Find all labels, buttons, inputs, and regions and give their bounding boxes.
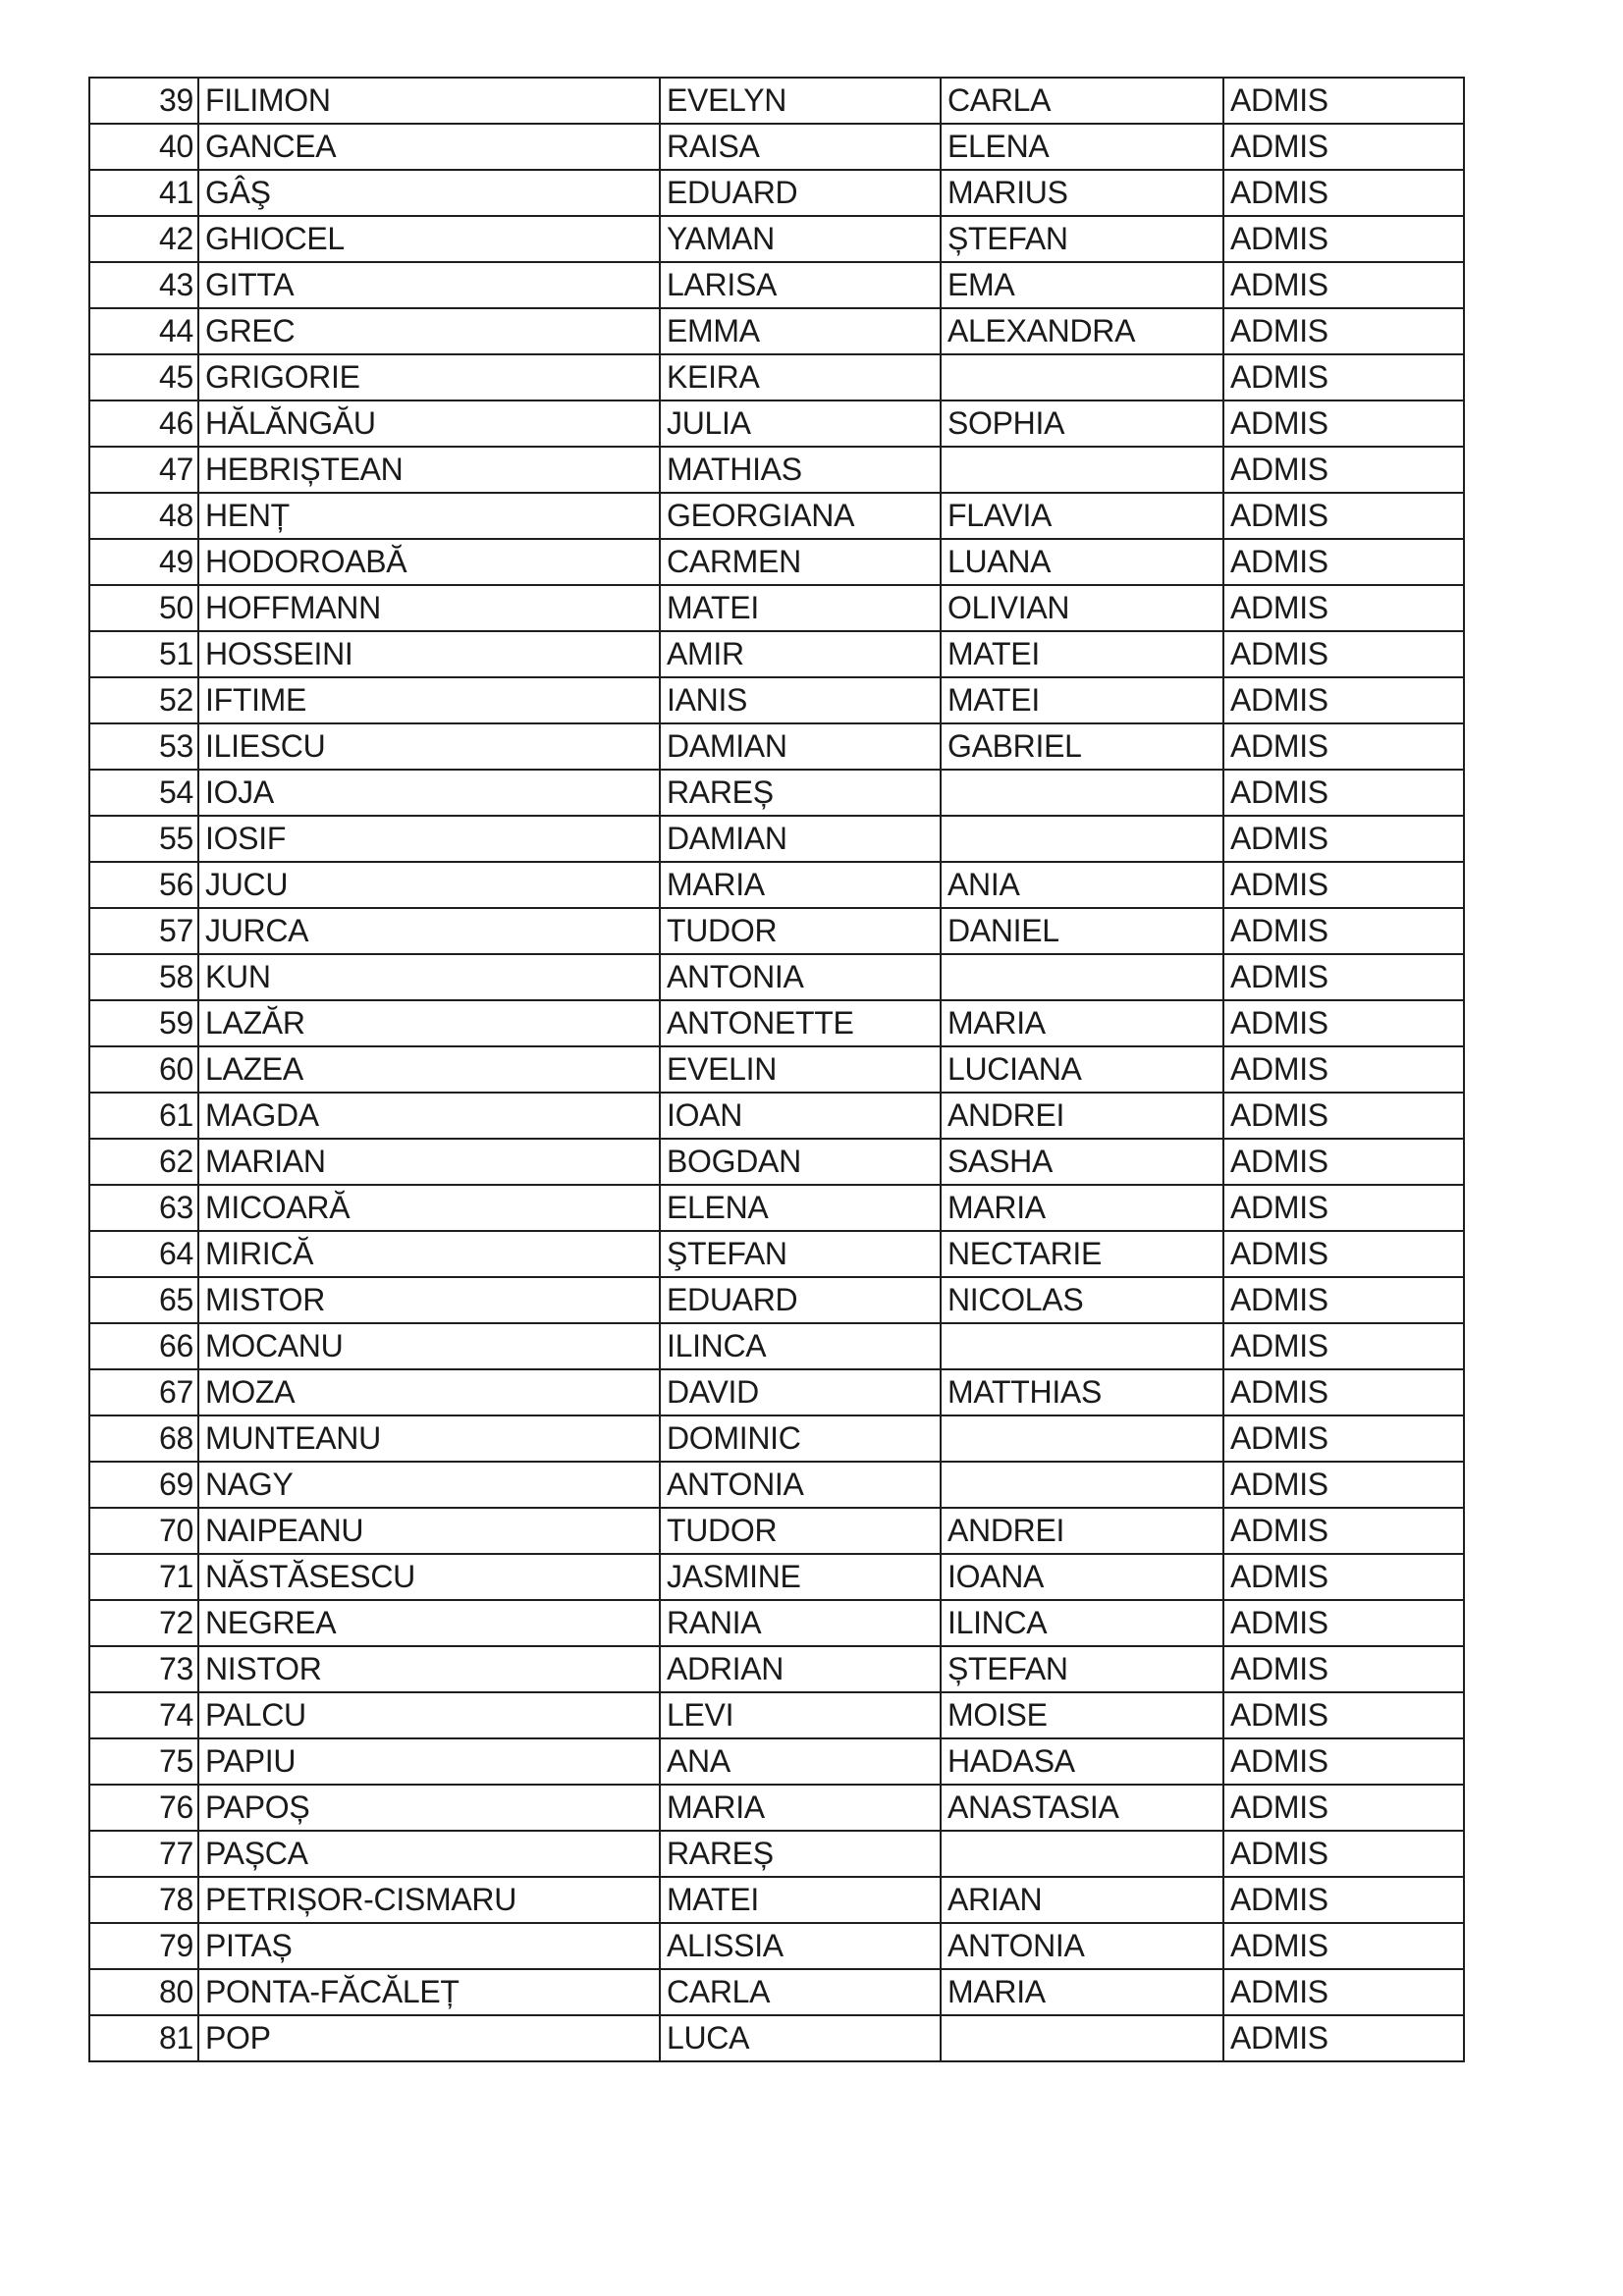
second-name-cell: ANIA [941, 862, 1223, 908]
row-number-cell: 76 [89, 1785, 198, 1831]
status-cell: ADMIS [1223, 677, 1464, 723]
row-number-cell: 78 [89, 1877, 198, 1923]
first-name-cell: ELENA [660, 1185, 941, 1231]
status-cell: ADMIS [1223, 170, 1464, 216]
row-number-cell: 52 [89, 677, 198, 723]
first-name-cell: MATEI [660, 1877, 941, 1923]
row-number-cell: 48 [89, 493, 198, 539]
table-row [89, 1738, 1464, 1785]
second-name-cell [941, 954, 1223, 1000]
first-name-cell: DAMIAN [660, 723, 941, 770]
row-number-cell: 81 [89, 2015, 198, 2061]
second-name-cell: ELENA [941, 124, 1223, 170]
table-row [89, 908, 1464, 954]
second-name-cell [941, 1831, 1223, 1877]
status-cell: ADMIS [1223, 954, 1464, 1000]
results-table-body [89, 78, 1464, 2061]
status-cell: ADMIS [1223, 1462, 1464, 1508]
last-name-cell: IOJA [198, 770, 660, 816]
table-row [89, 1877, 1464, 1923]
row-number-cell: 60 [89, 1046, 198, 1093]
second-name-cell: DANIEL [941, 908, 1223, 954]
second-name-cell: HADASA [941, 1738, 1223, 1785]
last-name-cell: PETRIȘOR-CISMARU [198, 1877, 660, 1923]
first-name-cell: EVELIN [660, 1046, 941, 1093]
first-name-cell: ANA [660, 1738, 941, 1785]
status-cell: ADMIS [1223, 723, 1464, 770]
second-name-cell: ȘTEFAN [941, 1646, 1223, 1692]
table-row [89, 170, 1464, 216]
table-row [89, 1231, 1464, 1277]
second-name-cell: FLAVIA [941, 493, 1223, 539]
row-number-cell: 49 [89, 539, 198, 585]
status-cell: ADMIS [1223, 493, 1464, 539]
table-row [89, 1093, 1464, 1139]
row-number-cell: 53 [89, 723, 198, 770]
last-name-cell: MUNTEANU [198, 1415, 660, 1462]
table-row [89, 1369, 1464, 1415]
last-name-cell: HEBRIȘTEAN [198, 447, 660, 493]
table-row [89, 677, 1464, 723]
first-name-cell: BOGDAN [660, 1139, 941, 1185]
status-cell: ADMIS [1223, 1785, 1464, 1831]
status-cell: ADMIS [1223, 262, 1464, 308]
table-row [89, 124, 1464, 170]
last-name-cell: GREC [198, 308, 660, 354]
table-row [89, 1323, 1464, 1369]
table-row [89, 1923, 1464, 1969]
table-row [89, 862, 1464, 908]
last-name-cell: MOZA [198, 1369, 660, 1415]
last-name-cell: MAGDA [198, 1093, 660, 1139]
row-number-cell: 63 [89, 1185, 198, 1231]
status-cell: ADMIS [1223, 908, 1464, 954]
first-name-cell: YAMAN [660, 216, 941, 262]
second-name-cell: IOANA [941, 1554, 1223, 1600]
table-row [89, 262, 1464, 308]
table-row [89, 308, 1464, 354]
table-row [89, 585, 1464, 631]
second-name-cell [941, 1462, 1223, 1508]
row-number-cell: 39 [89, 78, 198, 124]
last-name-cell: GÂŞ [198, 170, 660, 216]
row-number-cell: 80 [89, 1969, 198, 2015]
row-number-cell: 69 [89, 1462, 198, 1508]
second-name-cell [941, 2015, 1223, 2061]
status-cell: ADMIS [1223, 78, 1464, 124]
row-number-cell: 77 [89, 1831, 198, 1877]
first-name-cell: ŞTEFAN [660, 1231, 941, 1277]
second-name-cell [941, 354, 1223, 400]
status-cell: ADMIS [1223, 631, 1464, 677]
last-name-cell: GHIOCEL [198, 216, 660, 262]
first-name-cell: MATEI [660, 585, 941, 631]
status-cell: ADMIS [1223, 1139, 1464, 1185]
row-number-cell: 55 [89, 816, 198, 862]
first-name-cell: EMMA [660, 308, 941, 354]
table-row [89, 816, 1464, 862]
first-name-cell: JASMINE [660, 1554, 941, 1600]
first-name-cell: MARIA [660, 862, 941, 908]
first-name-cell: IANIS [660, 677, 941, 723]
second-name-cell: MATEI [941, 631, 1223, 677]
status-cell: ADMIS [1223, 1554, 1464, 1600]
row-number-cell: 67 [89, 1369, 198, 1415]
status-cell: ADMIS [1223, 216, 1464, 262]
last-name-cell: HĂLĂNGĂU [198, 400, 660, 447]
first-name-cell: EVELYN [660, 78, 941, 124]
table-row [89, 1185, 1464, 1231]
last-name-cell: NĂSTĂSESCU [198, 1554, 660, 1600]
second-name-cell: NECTARIE [941, 1231, 1223, 1277]
row-number-cell: 73 [89, 1646, 198, 1692]
status-cell: ADMIS [1223, 1093, 1464, 1139]
first-name-cell: JULIA [660, 400, 941, 447]
last-name-cell: MOCANU [198, 1323, 660, 1369]
status-cell: ADMIS [1223, 816, 1464, 862]
second-name-cell: GABRIEL [941, 723, 1223, 770]
first-name-cell: ILINCA [660, 1323, 941, 1369]
table-row [89, 1969, 1464, 2015]
table-row [89, 631, 1464, 677]
first-name-cell: DOMINIC [660, 1415, 941, 1462]
second-name-cell: ARIAN [941, 1877, 1223, 1923]
row-number-cell: 45 [89, 354, 198, 400]
last-name-cell: HOSSEINI [198, 631, 660, 677]
last-name-cell: POP [198, 2015, 660, 2061]
first-name-cell: MATHIAS [660, 447, 941, 493]
status-cell: ADMIS [1223, 1185, 1464, 1231]
second-name-cell: MOISE [941, 1692, 1223, 1738]
last-name-cell: FILIMON [198, 78, 660, 124]
second-name-cell: MARIA [941, 1000, 1223, 1046]
first-name-cell: IOAN [660, 1093, 941, 1139]
second-name-cell: ANTONIA [941, 1923, 1223, 1969]
second-name-cell: ANDREI [941, 1508, 1223, 1554]
row-number-cell: 57 [89, 908, 198, 954]
table-row [89, 1554, 1464, 1600]
second-name-cell: LUANA [941, 539, 1223, 585]
last-name-cell: HOFFMANN [198, 585, 660, 631]
first-name-cell: DAVID [660, 1369, 941, 1415]
status-cell: ADMIS [1223, 400, 1464, 447]
first-name-cell: ALISSIA [660, 1923, 941, 1969]
second-name-cell: ȘTEFAN [941, 216, 1223, 262]
row-number-cell: 64 [89, 1231, 198, 1277]
status-cell: ADMIS [1223, 1692, 1464, 1738]
table-row [89, 1277, 1464, 1323]
status-cell: ADMIS [1223, 862, 1464, 908]
status-cell: ADMIS [1223, 1323, 1464, 1369]
second-name-cell [941, 816, 1223, 862]
row-number-cell: 68 [89, 1415, 198, 1462]
row-number-cell: 46 [89, 400, 198, 447]
second-name-cell: LUCIANA [941, 1046, 1223, 1093]
status-cell: ADMIS [1223, 1277, 1464, 1323]
table-row [89, 770, 1464, 816]
table-row [89, 1508, 1464, 1554]
first-name-cell: RAISA [660, 124, 941, 170]
table-row [89, 1600, 1464, 1646]
row-number-cell: 66 [89, 1323, 198, 1369]
first-name-cell: RANIA [660, 1600, 941, 1646]
admission-results-table [88, 77, 1465, 2062]
table-row [89, 354, 1464, 400]
table-row [89, 539, 1464, 585]
second-name-cell: ANASTASIA [941, 1785, 1223, 1831]
first-name-cell: LARISA [660, 262, 941, 308]
row-number-cell: 47 [89, 447, 198, 493]
table-row [89, 954, 1464, 1000]
table-row [89, 1046, 1464, 1093]
second-name-cell [941, 1323, 1223, 1369]
second-name-cell [941, 770, 1223, 816]
row-number-cell: 65 [89, 1277, 198, 1323]
second-name-cell: CARLA [941, 78, 1223, 124]
second-name-cell: MATTHIAS [941, 1369, 1223, 1415]
last-name-cell: PITAȘ [198, 1923, 660, 1969]
table-row [89, 1000, 1464, 1046]
first-name-cell: MARIA [660, 1785, 941, 1831]
table-row [89, 1646, 1464, 1692]
status-cell: ADMIS [1223, 1508, 1464, 1554]
last-name-cell: PONTA-FĂCĂLEȚ [198, 1969, 660, 2015]
second-name-cell: ANDREI [941, 1093, 1223, 1139]
row-number-cell: 58 [89, 954, 198, 1000]
row-number-cell: 42 [89, 216, 198, 262]
second-name-cell: NICOLAS [941, 1277, 1223, 1323]
status-cell: ADMIS [1223, 1231, 1464, 1277]
table-row [89, 1139, 1464, 1185]
last-name-cell: PAPOȘ [198, 1785, 660, 1831]
last-name-cell: MIRICĂ [198, 1231, 660, 1277]
row-number-cell: 62 [89, 1139, 198, 1185]
table-row [89, 1831, 1464, 1877]
status-cell: ADMIS [1223, 1738, 1464, 1785]
second-name-cell [941, 447, 1223, 493]
second-name-cell: MARIA [941, 1185, 1223, 1231]
second-name-cell: SASHA [941, 1139, 1223, 1185]
row-number-cell: 43 [89, 262, 198, 308]
last-name-cell: IFTIME [198, 677, 660, 723]
last-name-cell: PALCU [198, 1692, 660, 1738]
last-name-cell: GRIGORIE [198, 354, 660, 400]
last-name-cell: LAZĂR [198, 1000, 660, 1046]
last-name-cell: HODOROABĂ [198, 539, 660, 585]
first-name-cell: ADRIAN [660, 1646, 941, 1692]
second-name-cell: MARIUS [941, 170, 1223, 216]
first-name-cell: TUDOR [660, 908, 941, 954]
second-name-cell: OLIVIAN [941, 585, 1223, 631]
table-row [89, 1692, 1464, 1738]
last-name-cell: NAIPEANU [198, 1508, 660, 1554]
status-cell: ADMIS [1223, 354, 1464, 400]
first-name-cell: KEIRA [660, 354, 941, 400]
status-cell: ADMIS [1223, 585, 1464, 631]
status-cell: ADMIS [1223, 1369, 1464, 1415]
row-number-cell: 50 [89, 585, 198, 631]
row-number-cell: 44 [89, 308, 198, 354]
last-name-cell: JURCA [198, 908, 660, 954]
row-number-cell: 56 [89, 862, 198, 908]
row-number-cell: 54 [89, 770, 198, 816]
table-row [89, 1462, 1464, 1508]
last-name-cell: KUN [198, 954, 660, 1000]
last-name-cell: GITTA [198, 262, 660, 308]
last-name-cell: HENȚ [198, 493, 660, 539]
first-name-cell: DAMIAN [660, 816, 941, 862]
first-name-cell: AMIR [660, 631, 941, 677]
status-cell: ADMIS [1223, 1969, 1464, 2015]
status-cell: ADMIS [1223, 447, 1464, 493]
second-name-cell: ILINCA [941, 1600, 1223, 1646]
status-cell: ADMIS [1223, 1046, 1464, 1093]
first-name-cell: EDUARD [660, 1277, 941, 1323]
status-cell: ADMIS [1223, 124, 1464, 170]
status-cell: ADMIS [1223, 1646, 1464, 1692]
table-row [89, 493, 1464, 539]
table-row [89, 78, 1464, 124]
row-number-cell: 51 [89, 631, 198, 677]
last-name-cell: JUCU [198, 862, 660, 908]
status-cell: ADMIS [1223, 1600, 1464, 1646]
last-name-cell: ILIESCU [198, 723, 660, 770]
second-name-cell [941, 1415, 1223, 1462]
second-name-cell: SOPHIA [941, 400, 1223, 447]
last-name-cell: NEGREA [198, 1600, 660, 1646]
table-row [89, 1415, 1464, 1462]
row-number-cell: 41 [89, 170, 198, 216]
second-name-cell: ALEXANDRA [941, 308, 1223, 354]
table-row [89, 216, 1464, 262]
table-row [89, 447, 1464, 493]
row-number-cell: 71 [89, 1554, 198, 1600]
first-name-cell: TUDOR [660, 1508, 941, 1554]
row-number-cell: 40 [89, 124, 198, 170]
status-cell: ADMIS [1223, 770, 1464, 816]
row-number-cell: 59 [89, 1000, 198, 1046]
row-number-cell: 61 [89, 1093, 198, 1139]
table-row [89, 723, 1464, 770]
last-name-cell: LAZEA [198, 1046, 660, 1093]
last-name-cell: MICOARĂ [198, 1185, 660, 1231]
first-name-cell: LUCA [660, 2015, 941, 2061]
status-cell: ADMIS [1223, 539, 1464, 585]
first-name-cell: RAREȘ [660, 1831, 941, 1877]
row-number-cell: 74 [89, 1692, 198, 1738]
status-cell: ADMIS [1223, 1831, 1464, 1877]
status-cell: ADMIS [1223, 308, 1464, 354]
first-name-cell: CARMEN [660, 539, 941, 585]
row-number-cell: 72 [89, 1600, 198, 1646]
status-cell: ADMIS [1223, 1923, 1464, 1969]
second-name-cell: MATEI [941, 677, 1223, 723]
last-name-cell: MISTOR [198, 1277, 660, 1323]
table-row [89, 2015, 1464, 2061]
last-name-cell: PAPIU [198, 1738, 660, 1785]
second-name-cell: MARIA [941, 1969, 1223, 2015]
last-name-cell: NAGY [198, 1462, 660, 1508]
first-name-cell: LEVI [660, 1692, 941, 1738]
first-name-cell: EDUARD [660, 170, 941, 216]
row-number-cell: 70 [89, 1508, 198, 1554]
table-row [89, 400, 1464, 447]
first-name-cell: CARLA [660, 1969, 941, 2015]
first-name-cell: ANTONETTE [660, 1000, 941, 1046]
first-name-cell: ANTONIA [660, 1462, 941, 1508]
row-number-cell: 75 [89, 1738, 198, 1785]
last-name-cell: PAȘCA [198, 1831, 660, 1877]
last-name-cell: NISTOR [198, 1646, 660, 1692]
last-name-cell: IOSIF [198, 816, 660, 862]
row-number-cell: 79 [89, 1923, 198, 1969]
last-name-cell: MARIAN [198, 1139, 660, 1185]
last-name-cell: GANCEA [198, 124, 660, 170]
status-cell: ADMIS [1223, 1877, 1464, 1923]
status-cell: ADMIS [1223, 1000, 1464, 1046]
first-name-cell: RAREȘ [660, 770, 941, 816]
status-cell: ADMIS [1223, 2015, 1464, 2061]
status-cell: ADMIS [1223, 1415, 1464, 1462]
first-name-cell: ANTONIA [660, 954, 941, 1000]
second-name-cell: EMA [941, 262, 1223, 308]
first-name-cell: GEORGIANA [660, 493, 941, 539]
table-row [89, 1785, 1464, 1831]
